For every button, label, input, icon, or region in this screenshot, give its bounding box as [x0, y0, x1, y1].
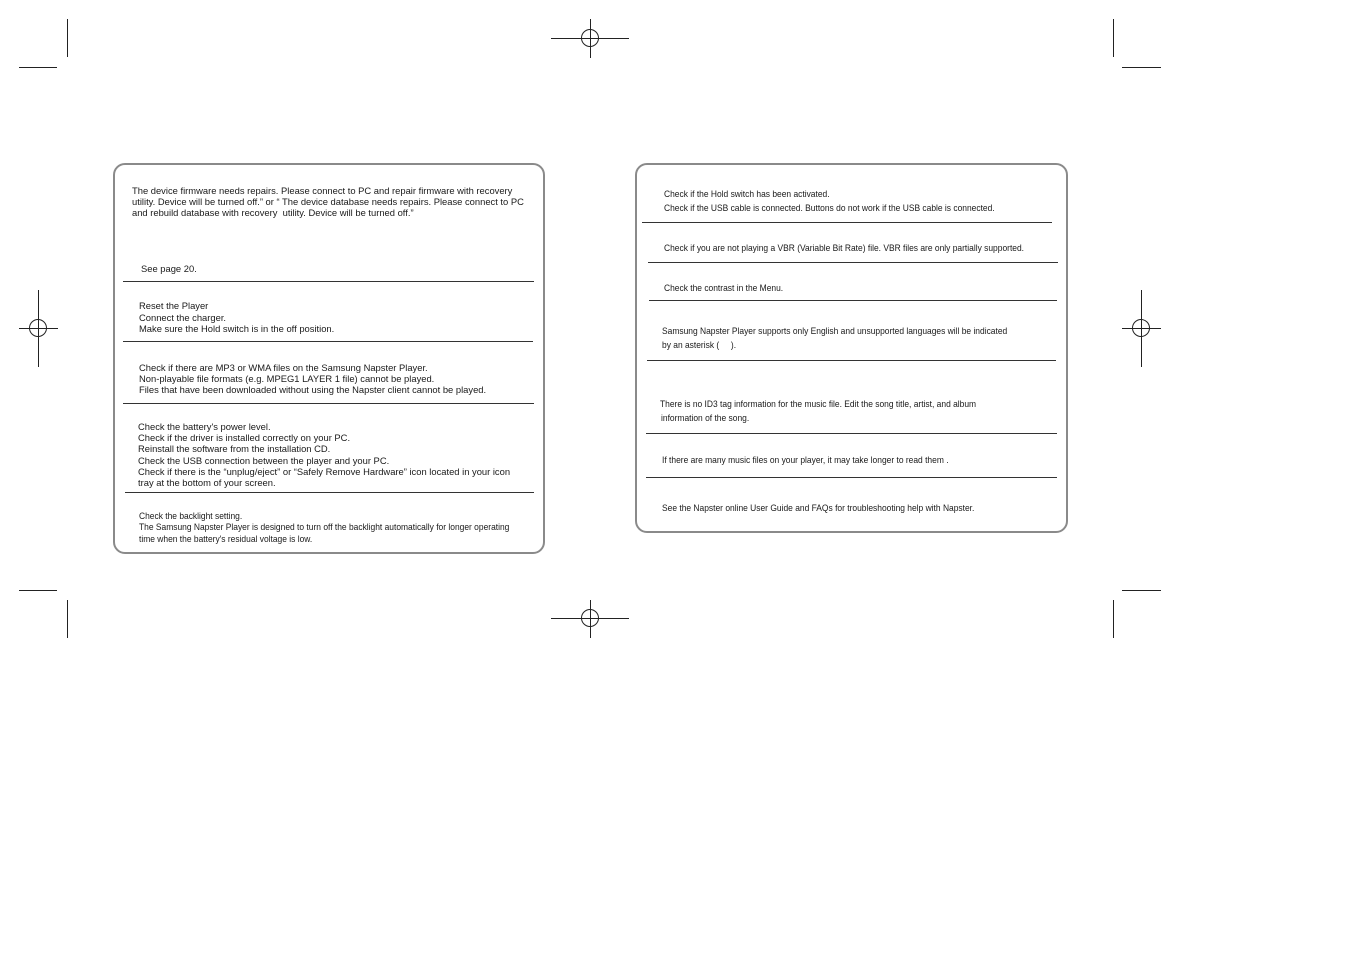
section-divider — [646, 433, 1057, 434]
backlight-line: The Samsung Napster Player is designed to turn off the backlight automatically for longer operating — [139, 521, 510, 532]
section-divider — [648, 262, 1058, 263]
hold-line: Check if the USB cable is connected. Buttons do not work if the USB cable is connected. — [664, 202, 995, 213]
crop-mark — [1113, 19, 1114, 57]
registration-circle — [581, 29, 599, 47]
troubleshooting-panel-left — [113, 163, 545, 554]
section-divider — [125, 492, 534, 493]
crop-mark — [19, 590, 57, 591]
backlight-line: Check the backlight setting. — [139, 510, 243, 521]
battery-line: tray at the bottom of your screen. — [138, 477, 276, 488]
registration-circle — [29, 319, 47, 337]
battery-line: Check if there is the “unplug/eject” or “Safely Remove Hardware” icon located in your icon — [138, 466, 511, 477]
section-divider — [123, 403, 534, 404]
battery-line: Check the USB connection between the player and your PC. — [138, 455, 390, 466]
files-line: Non-playable file formats (e.g. MPEG1 LAYER 1 file) cannot be played. — [139, 373, 435, 384]
firmware-note-line: and rebuild database with recovery utility. Device will be turned off.” — [132, 207, 414, 218]
hold-line: Check if the Hold switch has been activated. — [664, 188, 830, 199]
reset-line: Reset the Player — [139, 300, 209, 311]
section-divider — [642, 222, 1052, 223]
backlight-line: time when the battery's residual voltage is low. — [139, 533, 313, 544]
crop-mark — [1113, 600, 1114, 638]
reset-line: Make sure the Hold switch is in the off position. — [139, 323, 335, 334]
section-divider — [123, 281, 534, 282]
crop-mark — [19, 67, 57, 68]
section-divider — [649, 300, 1057, 301]
registration-circle — [1132, 319, 1150, 337]
firmware-note-line: The device firmware needs repairs. Please connect to PC and repair firmware with recovery — [132, 185, 513, 196]
battery-line: Reinstall the software from the installation CD. — [138, 443, 331, 454]
battery-line: Check the battery's power level. — [138, 421, 271, 432]
files-line: Files that have been downloaded without using the Napster client cannot be played. — [139, 384, 487, 395]
crop-mark — [1122, 590, 1161, 591]
section-divider — [123, 341, 533, 342]
crop-mark — [67, 19, 68, 57]
language-line: by an asterisk ( ). — [662, 339, 737, 350]
contrast-note: Check the contrast in the Menu. — [664, 282, 784, 293]
id3-line: information of the song. — [661, 412, 750, 423]
many-files-note: If there are many music files on your player, it may take longer to read them . — [662, 454, 949, 465]
firmware-note-line: utility. Device will be turned off.” or “ The device database needs repairs. Please connect to PC — [132, 196, 524, 207]
see-page-note: See page 20. — [141, 263, 197, 274]
napster-help-note: See the Napster online User Guide and FAQs for troubleshooting help with Napster. — [662, 502, 975, 513]
id3-line: There is no ID3 tag information for the music file. Edit the song title, artist, and album — [660, 398, 977, 409]
battery-line: Check if the driver is installed correctly on your PC. — [138, 432, 351, 443]
files-line: Check if there are MP3 or WMA files on the Samsung Napster Player. — [139, 362, 428, 373]
language-line: Samsung Napster Player supports only English and unsupported languages will be indicated — [662, 325, 1008, 336]
reset-line: Connect the charger. — [139, 312, 227, 323]
section-divider — [646, 477, 1057, 478]
vbr-note: Check if you are not playing a VBR (Variable Bit Rate) file. VBR files are only partially supported. — [664, 242, 1025, 253]
section-divider — [647, 360, 1056, 361]
crop-mark — [67, 600, 68, 638]
registration-circle — [581, 609, 599, 627]
crop-mark — [1122, 67, 1161, 68]
